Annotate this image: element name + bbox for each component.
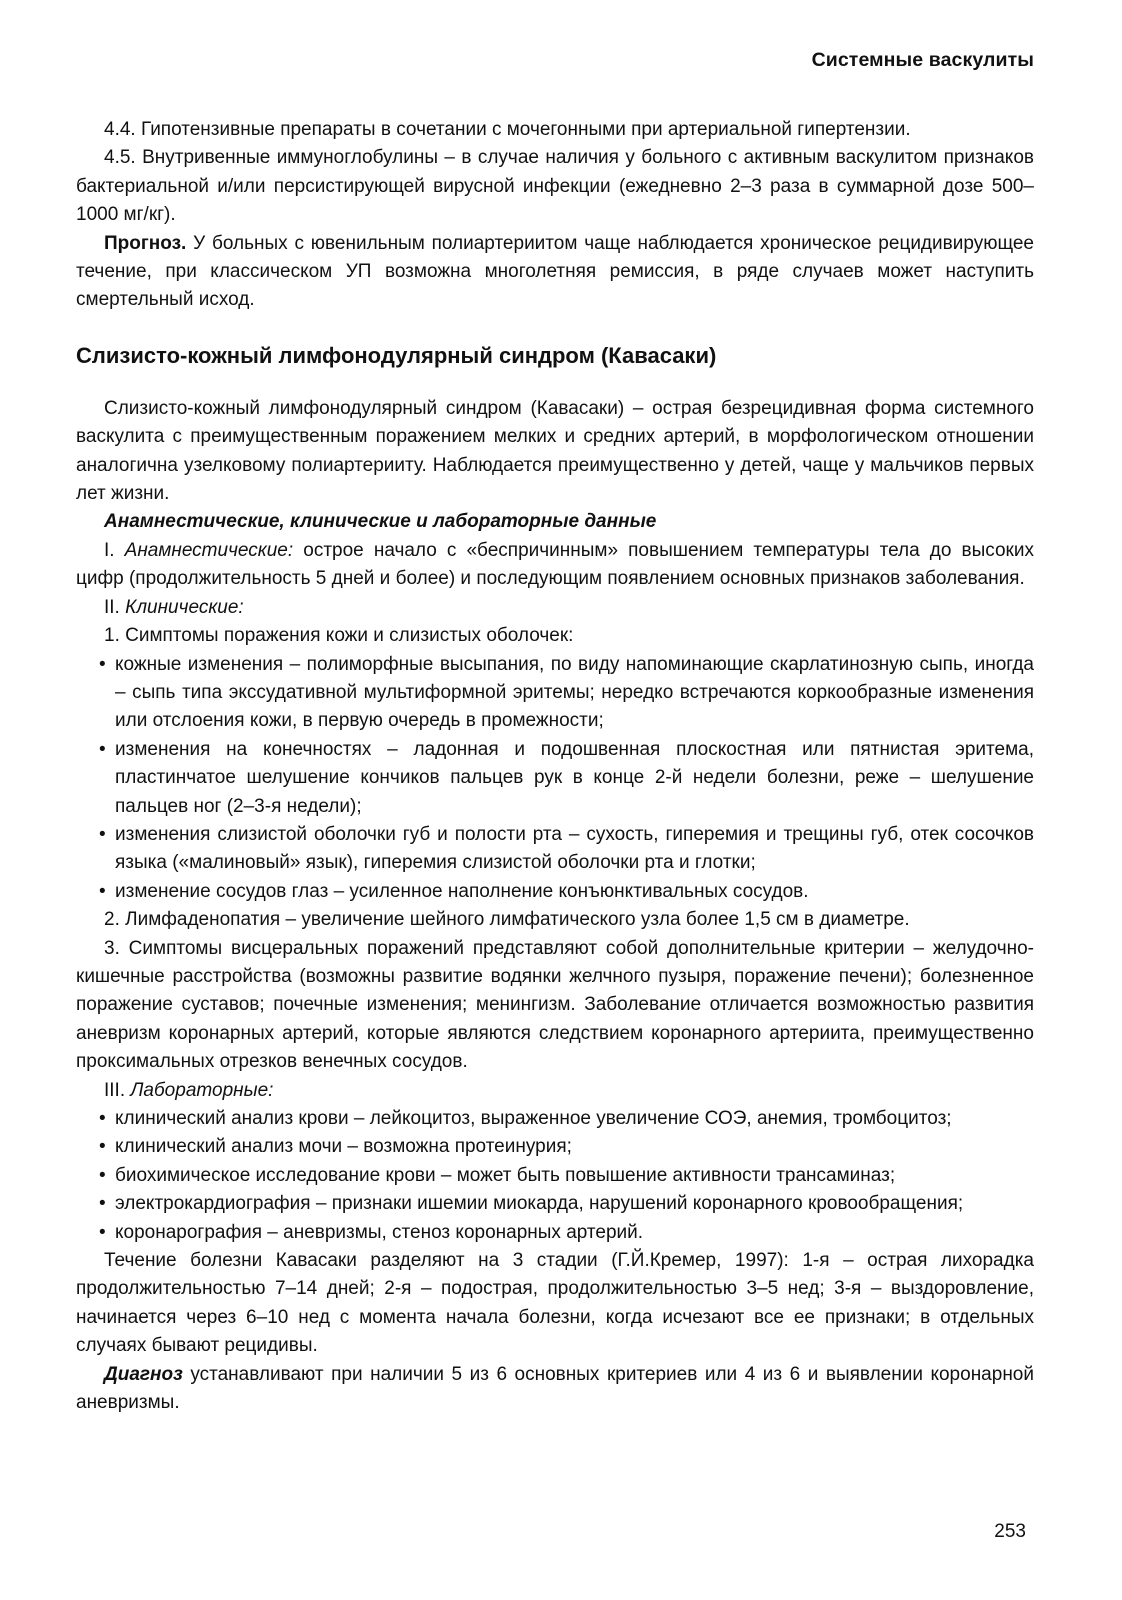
laboratory-bullet-list (76, 1105, 1034, 1247)
bullet-text: клинический анализ крови – лейкоцитоз, выраженное увеличение СОЭ, анемия, тромбоцитоз; (115, 1108, 952, 1129)
bullet-text: изменения слизистой оболочки губ и полости рта – сухость, гиперемия и трещины губ, отек сосочков языка («малиновый» язык), гиперемия слизистой оболочки рта и глотки; (115, 823, 1034, 874)
bullet-item (76, 878, 1034, 906)
clinical-numeral: II. (104, 596, 126, 618)
bullet-dot: • (99, 1136, 106, 1158)
section-subheading: Анамнестические, клинические и лабораторные данные (104, 511, 657, 533)
bullet-item (76, 1133, 1034, 1161)
prognosis-text: У больных с ювенильным полиартериитом чаще наблюдается хроническое рецидивирующее течение, при классическом УП возможна многолетняя ремиссия, в ряде случаев может наступить смертельный исход. (76, 232, 1034, 311)
bullet-item (76, 651, 1034, 736)
anamnesis-paragraph (76, 537, 1034, 594)
bullet-dot: • (99, 1164, 106, 1186)
bullet-item (76, 1190, 1034, 1218)
clinical-heading (76, 594, 1034, 622)
clinical-item-2: 2. Лимфаденопатия – увеличение шейного лимфатического узла более 1,5 см в диаметре. (104, 909, 910, 931)
bullet-dot: • (99, 738, 106, 760)
bullet-item (76, 1105, 1034, 1133)
course-paragraph: Течение болезни Кавасаки разделяют на 3 стадии (Г.Й.Кремер, 1997): 1-я – острая лихорадка продолжительностью 7–14 дней; 2-я – подострая, продолжительностью 3–5 нед; 3-я – выздоровление, начинается через 6–10 нед с момента начала болезни, когда исчезают все ее признаки; в отдельных случаях бывают рецидивы. (76, 1250, 1034, 1357)
bullet-dot: • (99, 823, 106, 845)
bullet-text: изменение сосудов глаз – усиленное наполнение конъюнктивальных сосудов. (115, 880, 809, 902)
prognosis-paragraph (76, 230, 1034, 315)
page-body (76, 116, 1034, 1417)
laboratory-numeral: III. (104, 1079, 131, 1101)
diagnosis-text: устанавливают при наличии 5 из 6 основных критериев или 4 из 6 и выявлении коронарной аневризмы. (76, 1363, 1034, 1414)
anamnesis-numeral: I. (104, 539, 125, 561)
bullet-item (76, 1162, 1034, 1190)
prognosis-lead: Прогноз. (104, 232, 187, 254)
item-4-4: 4.4. Гипотензивные препараты в сочетании с мочегонными при артериальной гипертензии. (104, 119, 911, 140)
section-heading: Слизисто-кожный лимфонодулярный синдром (Кавасаки) (76, 342, 717, 368)
laboratory-label: Лабораторные: (130, 1079, 274, 1101)
clinical-item-3: 3. Симптомы висцеральных поражений представляют собой дополнительные критерии – желудочно-кишечные расстройства (возможны развитие водянки желчного пузыря, поражение печени); болезненное поражение суставов; почечные изменения; менингизм. Заболевание отличается возможностью развития аневризм коронарных артерий, которые являются следствием коронарного артериита, преимущественно проксимальных отрезков венечных сосудов. (76, 937, 1034, 1073)
bullet-text: электрокардиография – признаки ишемии миокарда, нарушений коронарного кровообращения; (115, 1193, 964, 1215)
section-intro: Слизисто-кожный лимфонодулярный синдром (Кавасаки) – острая безрецидивная форма системного васкулита с преимущественным поражением мелких и средних артерий, в морфологическом отношении аналогична узелковому полиартерииту. Наблюдается преимущественно у детей, чаще у мальчиков первых лет жизни. (76, 397, 1034, 505)
anamnesis-label: Анамнестические: (124, 539, 294, 561)
bullet-text: коронарография – аневризмы, стеноз коронарных артерий. (115, 1221, 644, 1243)
diagnosis-lead: Диагноз (104, 1363, 183, 1385)
bullet-dot: • (99, 1221, 106, 1243)
bullet-item (76, 736, 1034, 821)
clinical-bullet-list (76, 651, 1034, 907)
bullet-text: кожные изменения – полиморфные высыпания, по виду напоминающие скарлатинозную сыпь, иногда – сыпь типа экссудативной мультиформной эритемы; нередко встречаются коркообразные изменения или отслоения кожи, в первую очередь в промежности; (115, 653, 1034, 732)
bullet-text: клинический анализ мочи – возможна протеинурия; (115, 1136, 572, 1158)
bullet-dot: • (99, 653, 106, 675)
bullet-text: изменения на конечностях – ладонная и подошвенная плоскостная или пятнистая эритема, пластинчатое шелушение кончиков пальцев рук в конце 2-й недели болезни, реже – шелушение пальцев ног (2–3-я недели); (115, 738, 1034, 817)
bullet-text: биохимическое исследование крови – может быть повышение активности трансаминаз; (115, 1164, 896, 1186)
clinical-item-1: 1. Симптомы поражения кожи и слизистых оболочек: (104, 625, 574, 647)
bullet-item (76, 1219, 1034, 1247)
anamnesis-text: острое начало с «беспричинным» повышением температуры тела до высоких цифр (продолжительность 5 дней и более) и последующим появлением основных признаков заболевания. (76, 539, 1034, 590)
running-head: Системные васкулиты (811, 49, 1034, 71)
bullet-dot: • (99, 880, 106, 902)
page-number: 253 (994, 1520, 1026, 1542)
diagnosis-paragraph (76, 1361, 1034, 1418)
clinical-label: Клинические: (125, 596, 244, 618)
bullet-dot: • (99, 1108, 106, 1129)
bullet-item (76, 821, 1034, 878)
bullet-dot: • (99, 1193, 106, 1215)
item-4-5: 4.5. Внутривенные иммуноглобулины – в случае наличия у больного с активным васкулитом признаков бактериальной и/или персистирующей вирусной инфекции (ежедневно 2–3 раза в суммарной дозе 500–1000 мг/кг). (76, 147, 1034, 226)
laboratory-heading (76, 1077, 1034, 1105)
